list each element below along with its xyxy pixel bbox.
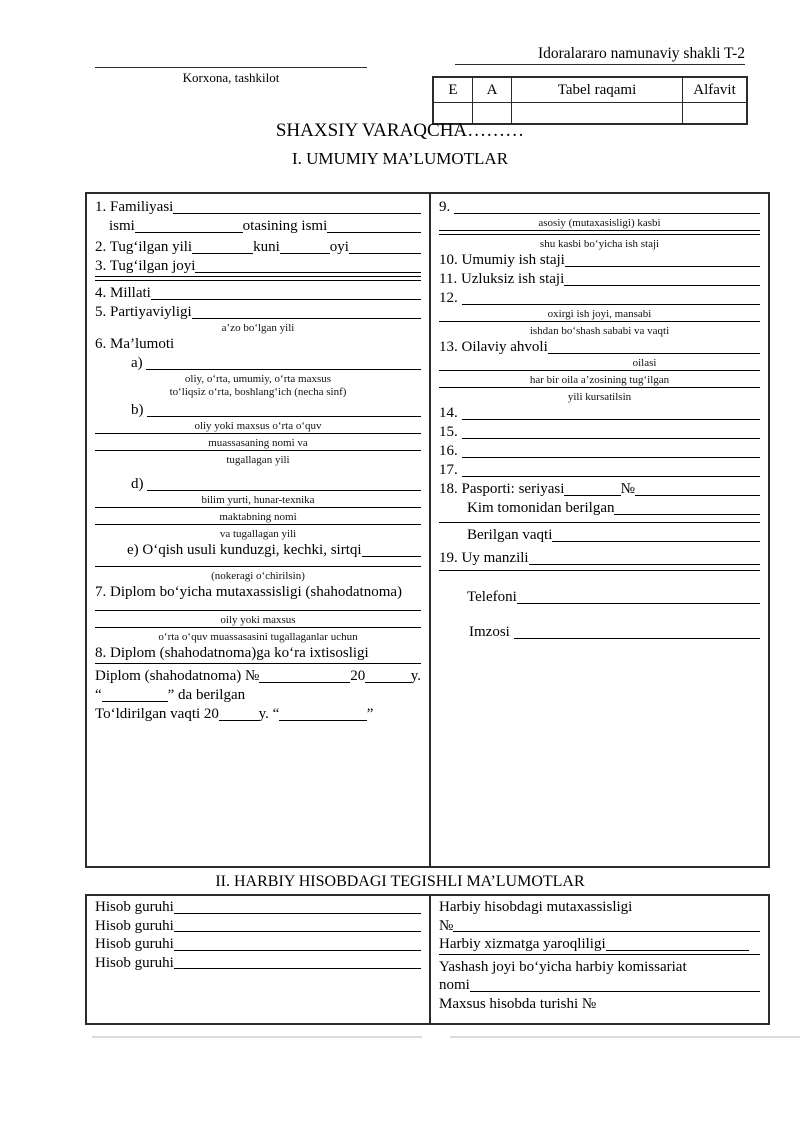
form-field-line xyxy=(439,338,760,357)
blank-underline xyxy=(439,387,760,388)
field-caption: (nokeragi o‘chirilsin) xyxy=(211,570,305,582)
form-field-line xyxy=(95,198,421,217)
field-caption: asosiy (mutaxasisligi) kasbi xyxy=(538,217,661,229)
field-label: 12. xyxy=(439,290,462,306)
blank-underline xyxy=(517,603,760,604)
field-label: 14. xyxy=(439,405,462,421)
field-caption: a’zo bo‘lgan yili xyxy=(221,322,295,334)
scan-artifact-line xyxy=(450,1036,800,1038)
field-caption: tugallagan yili xyxy=(226,454,290,466)
field-label: b) xyxy=(131,402,148,418)
form-field-line xyxy=(439,499,760,518)
blank-underline xyxy=(365,682,410,683)
field-caption: va tugallagan yili xyxy=(219,528,297,540)
blank-underline xyxy=(462,457,761,458)
form-field-line xyxy=(95,898,421,917)
field-caption: to‘liqsiz o‘rta, boshlang‘ich (necha sinf) xyxy=(169,386,347,398)
blank-underline xyxy=(614,514,760,515)
field-label: ismi xyxy=(109,218,135,234)
form-field-line xyxy=(95,238,421,257)
form-field-line xyxy=(95,217,421,236)
blank-underline xyxy=(174,950,421,951)
form-field-line xyxy=(439,549,760,568)
form-field-line xyxy=(95,686,421,705)
blank-underline xyxy=(219,720,259,721)
field-label: 10. Umumiy ish staji xyxy=(439,252,565,268)
form-field-line xyxy=(95,917,421,936)
field-label: 5. Partiyaviyligi xyxy=(95,304,192,320)
field-label: Hisob guruhi xyxy=(95,954,174,971)
form-text-line xyxy=(439,898,760,917)
form-field-line xyxy=(439,423,760,442)
form-field-line xyxy=(439,251,760,270)
blank-underline xyxy=(439,321,760,322)
field-label: 20 xyxy=(350,668,366,684)
blank-underline xyxy=(454,213,760,214)
field-label: Hisob guruhi xyxy=(95,899,174,915)
field-label: Yashash joyi bo‘yicha harbiy komissariat xyxy=(439,958,687,975)
blank-underline xyxy=(192,318,421,319)
blank-underline xyxy=(102,701,168,702)
section2-left-column xyxy=(87,896,431,1023)
form-field-line xyxy=(439,480,760,499)
field-label: y. “ xyxy=(258,706,280,722)
form-field-line xyxy=(439,570,760,574)
blank-underline xyxy=(606,950,749,951)
form-text-line xyxy=(95,335,421,354)
field-label: Hisob guruhi xyxy=(95,917,174,934)
form-field-line xyxy=(439,935,760,954)
blank-underline xyxy=(439,370,760,371)
field-label: Telefoni xyxy=(467,589,517,605)
field-caption: bilim yurti, hunar-texnika xyxy=(201,494,315,506)
form-field-line xyxy=(95,401,421,420)
blank-underline xyxy=(362,556,421,557)
form-text-line xyxy=(439,995,760,1014)
form-field-line xyxy=(439,461,760,480)
field-label: oyi xyxy=(329,239,349,255)
blank-underline xyxy=(327,232,421,233)
blank-underline xyxy=(174,913,421,914)
field-caption: ishdan bo‘shash sababi va vaqti xyxy=(529,325,670,337)
form-field-line xyxy=(95,257,421,276)
field-label: d) xyxy=(131,476,148,492)
field-label: e) O‘qish usuli kunduzgi, kechki, sirtqi xyxy=(127,542,362,558)
blank-underline xyxy=(95,450,421,451)
section2-table xyxy=(85,894,770,1025)
field-label: 1. Familiyasi xyxy=(95,199,174,215)
blank-underline xyxy=(439,230,760,231)
form-field-line xyxy=(95,705,421,724)
field-label: 17. xyxy=(439,462,462,478)
blank-underline xyxy=(462,419,761,420)
blank-underline xyxy=(146,369,421,370)
blank-underline xyxy=(151,299,421,300)
field-label: ” da berilgan xyxy=(167,687,246,703)
blank-underline xyxy=(548,353,760,354)
section1-table xyxy=(85,192,770,868)
field-label: 4. Millati xyxy=(95,285,151,301)
form-field-line xyxy=(439,526,760,545)
field-caption: oilasi xyxy=(632,357,657,369)
blank-underline xyxy=(565,266,760,267)
blank-underline xyxy=(439,570,760,571)
blank-underline xyxy=(439,954,760,955)
org-name-blank-line xyxy=(95,67,367,68)
blank-underline xyxy=(135,232,243,233)
section1-right-column xyxy=(431,194,768,866)
field-label: nomi xyxy=(439,977,470,993)
blank-underline xyxy=(564,495,620,496)
form-field-line xyxy=(95,354,421,373)
form-field-line xyxy=(439,442,760,461)
form-text-line xyxy=(439,958,760,977)
field-caption: o‘rta o‘quv muassasasini tugallaganlar uchun xyxy=(158,631,358,643)
form-text-line xyxy=(95,583,421,602)
form-title: SHAXSIY VARAQCHA……… xyxy=(275,120,525,141)
blank-underline xyxy=(95,276,421,277)
blank-underline xyxy=(95,663,421,664)
field-label: Hisob guruhi xyxy=(95,936,174,952)
form-field-line xyxy=(439,289,760,308)
form-field-line xyxy=(439,976,760,995)
blank-underline xyxy=(95,627,421,628)
blank-underline xyxy=(173,213,421,214)
blank-underline xyxy=(147,490,421,491)
field-label: № xyxy=(620,481,635,497)
blank-underline xyxy=(95,524,421,525)
col-header-alfavit: Alfavit xyxy=(683,77,748,103)
field-label: Kim tomonidan berilgan xyxy=(467,500,615,516)
field-label: 18. Pasporti: seriyasi xyxy=(439,481,565,497)
blank-underline xyxy=(453,931,760,932)
field-label: a) xyxy=(131,355,147,371)
field-label: Berilgan vaqti xyxy=(467,527,553,543)
field-label: 11. Uzluksiz ish staji xyxy=(439,271,565,287)
form-field-line xyxy=(95,935,421,954)
blank-underline xyxy=(439,234,760,235)
col-header-a: A xyxy=(473,77,512,103)
blank-underline xyxy=(462,476,761,477)
field-caption: oliy, o‘rta, umumiy, o‘rta maxsus xyxy=(184,373,332,385)
field-label: kuni xyxy=(253,239,280,255)
blank-underline xyxy=(514,638,760,639)
form-text-line xyxy=(95,644,421,663)
blank-underline xyxy=(470,991,760,992)
section2-title: II. HARBIY HISOBDAGI TEGISHLI MA’LUMOTLAR xyxy=(215,873,585,890)
blank-underline xyxy=(564,285,760,286)
field-caption: muassasaning nomi va xyxy=(208,437,308,449)
tabel-number-table xyxy=(432,76,748,125)
field-caption: oxirgi ish joyi, mansabi xyxy=(547,308,652,320)
blank-underline xyxy=(95,610,421,611)
field-label: “ xyxy=(95,687,102,703)
blank-underline xyxy=(174,931,421,932)
blank-underline xyxy=(462,438,761,439)
field-label: To‘ldirilgan vaqti 20 xyxy=(95,706,219,722)
form-field-line xyxy=(95,284,421,303)
field-label: 13. Oilaviy ahvoli xyxy=(439,339,548,355)
field-label: 7. Diplom bo‘yicha mutaxassisligi (shahodatnoma) xyxy=(95,584,403,600)
field-label: № xyxy=(439,917,454,934)
form-reference: Idoralararo namunaviy shakli T-2 xyxy=(455,45,745,65)
form-field-line xyxy=(439,270,760,289)
form-field-line xyxy=(95,541,421,560)
blank-underline xyxy=(95,433,421,434)
form-field-line xyxy=(439,623,760,642)
field-label: 2. Tug‘ilgan yili xyxy=(95,239,193,255)
form-field-line xyxy=(95,667,421,686)
section2-right-column xyxy=(431,896,768,1023)
field-label: y. xyxy=(410,668,421,684)
field-label: ” xyxy=(366,706,374,722)
field-caption: oliy yoki maxsus o‘rta o‘quv xyxy=(194,420,322,432)
blank-underline xyxy=(279,720,366,721)
form-field-line xyxy=(439,404,760,423)
blank-underline xyxy=(635,495,760,496)
field-caption: yili kursatilsin xyxy=(567,391,632,403)
blank-underline xyxy=(147,416,421,417)
field-label: 19. Uy manzili xyxy=(439,550,529,566)
field-caption: maktabning nomi xyxy=(219,511,297,523)
form-field-line xyxy=(95,954,421,973)
blank-underline xyxy=(529,564,760,565)
blank-underline xyxy=(195,272,421,273)
field-label: otasining ismi xyxy=(242,218,328,234)
field-label: Imzosi xyxy=(469,624,514,640)
field-label: 8. Diplom (shahodatnoma)ga ko‘ra ixtisosligi xyxy=(95,645,369,661)
field-label: 6. Ma’lumoti xyxy=(95,336,175,352)
section1-left-column xyxy=(87,194,431,866)
blank-underline xyxy=(280,253,330,254)
blank-underline xyxy=(95,280,421,281)
col-header-tabel: Tabel raqami xyxy=(512,77,683,103)
field-caption: shu kasbi bo‘yicha ish staji xyxy=(539,238,660,250)
field-label: Harbiy hisobdagi mutaxassisligi xyxy=(439,899,633,915)
field-label: 15. xyxy=(439,424,462,440)
field-label: Maxsus hisobda turishi № xyxy=(439,995,597,1012)
field-label: 16. xyxy=(439,443,462,459)
form-field-line xyxy=(95,475,421,494)
blank-underline xyxy=(439,522,760,523)
blank-underline xyxy=(552,541,760,542)
form-field-line xyxy=(439,198,760,217)
col-header-e: E xyxy=(433,77,473,103)
form-field-line xyxy=(439,588,760,607)
field-label: 9. xyxy=(439,199,454,215)
table-header-row xyxy=(433,77,747,103)
blank-underline xyxy=(95,566,421,567)
scan-artifact-line xyxy=(92,1036,422,1038)
blank-underline xyxy=(259,682,350,683)
field-label: Harbiy xizmatga yaroqliligi xyxy=(439,936,606,952)
form-field-line xyxy=(95,303,421,322)
field-label: Diplom (shahodatnoma) № xyxy=(95,668,260,684)
blank-underline xyxy=(462,304,761,305)
field-caption: har bir oila a’zosining tug‘ilgan xyxy=(529,374,670,386)
form-field-line xyxy=(439,917,760,936)
org-label: Korxona, tashkilot xyxy=(182,70,280,85)
blank-underline xyxy=(192,253,253,254)
field-label: 3. Tug‘ilgan joyi xyxy=(95,258,196,274)
section1-title: I. UMUMIY MA’LUMOTLAR xyxy=(291,149,509,168)
blank-underline xyxy=(349,253,421,254)
blank-underline xyxy=(95,507,421,508)
blank-underline xyxy=(174,968,421,969)
field-caption: oily yoki maxsus xyxy=(220,614,296,626)
